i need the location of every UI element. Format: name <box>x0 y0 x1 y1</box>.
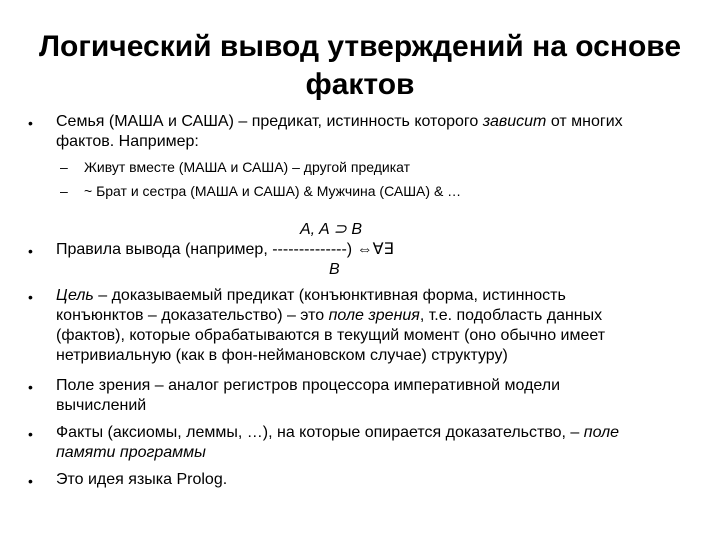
bullet-marker: • <box>28 243 33 259</box>
bullet-prolog: Это идея языка Prolog. <box>56 471 228 488</box>
bullet-family-predicate <box>56 112 706 152</box>
text-segment: , т.е. подобласть данных <box>419 307 603 324</box>
text-segment: Факты (аксиомы, леммы, …), на которые опирается доказательство, – <box>56 424 584 441</box>
rule-symbols: ⇔∀∃ <box>352 241 394 258</box>
bullet-marker: • <box>28 473 33 489</box>
italic-term: поле зрения <box>328 307 420 324</box>
bullet-goal <box>56 286 706 366</box>
title-line-1: Логический вывод утверждений на основе <box>38 30 682 63</box>
rule-numerator: A, A ⊃ B <box>300 221 363 238</box>
bullet-field-of-view <box>56 376 706 416</box>
text-line: фактов. Например: <box>56 133 199 150</box>
italic-term: поле <box>583 424 620 441</box>
sub-dash-marker: – <box>60 183 68 199</box>
italic-term: Цель <box>56 287 94 304</box>
text-line: Поле зрения – аналог регистров процессора императивной модели <box>56 377 561 394</box>
bullet-marker: • <box>28 115 33 131</box>
bullet-marker: • <box>28 379 33 395</box>
rule-denominator: B <box>329 261 340 278</box>
rule-text: Правила вывода (например, --------------) <box>56 241 353 258</box>
sub-item-brother-sister: ~ Брат и сестра (МАША и САША) & Мужчина (САША) & … <box>84 183 462 199</box>
text-line: (фактов), которые обрабатываются в текущий момент (оно обычно имеет <box>56 327 606 344</box>
bullet-marker: • <box>28 426 33 442</box>
slide-title <box>0 28 720 104</box>
bullet-facts <box>56 423 706 463</box>
text-segment: конъюнктов – доказательство) – это <box>56 307 329 324</box>
sub-item-live-together: Живут вместе (МАША и САША) – другой предикат <box>84 159 411 175</box>
italic-term: памяти программы <box>56 444 206 461</box>
title-line-2: фактов <box>305 68 415 101</box>
bullet-inference-rules <box>56 240 706 260</box>
sub-dash-marker: – <box>60 159 68 175</box>
italic-term: зависит <box>482 113 547 130</box>
text-segment: от многих <box>546 113 623 130</box>
text-segment: Семья (МАША и САША) – предикат, истинность которого <box>56 113 483 130</box>
text-segment: – доказываемый предикат (конъюнктивная форма, истинность <box>93 287 566 304</box>
text-line: вычислений <box>56 397 147 414</box>
text-line: нетривиальную (как в фон-неймановском случае) структуру) <box>56 347 508 364</box>
bullet-marker: • <box>28 289 33 305</box>
